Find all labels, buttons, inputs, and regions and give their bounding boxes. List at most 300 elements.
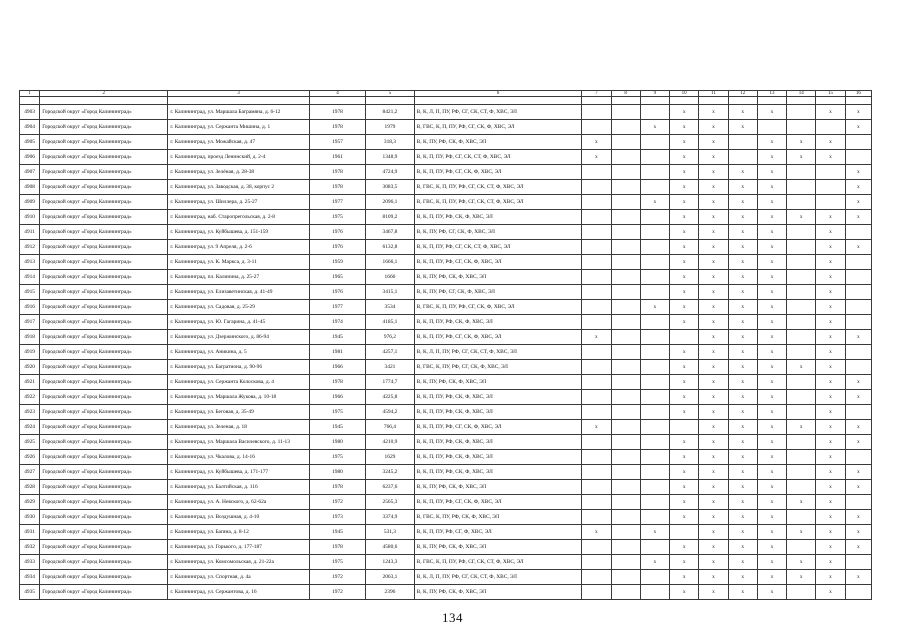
work-mark-cell: [611, 405, 640, 420]
table-row: [20, 270, 872, 285]
address-cell: г. Калининград, ул. Сержанта Мишина, д. 1: [168, 120, 309, 135]
work-mark-cell: [582, 165, 611, 180]
work-mark-cell: x: [640, 120, 669, 135]
table-row: [20, 570, 872, 585]
work-mark-cell: [640, 105, 669, 120]
works-cell: В, К, ПУ, РФ, СГ, СК, Ф, ХВС, ЭЛ: [414, 285, 582, 300]
area-cell: 3421: [366, 360, 414, 375]
work-mark-cell: x: [816, 420, 845, 435]
year-cell: 1978: [309, 120, 366, 135]
work-mark-cell: x: [757, 420, 786, 435]
work-mark-cell: [845, 270, 871, 285]
work-mark-cell: [582, 285, 611, 300]
work-mark-cell: [582, 360, 611, 375]
work-mark-cell: x: [728, 540, 757, 555]
work-mark-cell: x: [845, 120, 871, 135]
works-cell: В, К, П, ПУ, РФ, СК, Ф, ХВС, ЭЛ: [414, 450, 582, 465]
work-mark-cell: x: [699, 180, 728, 195]
work-mark-cell: x: [670, 150, 699, 165]
work-mark-cell: [611, 345, 640, 360]
year-cell: 1972: [309, 570, 366, 585]
work-mark-cell: x: [816, 240, 845, 255]
work-mark-cell: x: [787, 570, 816, 585]
area-cell: 1243,3: [366, 555, 414, 570]
area-cell: 4257,1: [366, 345, 414, 360]
address-cell: г. Калининград, ул. Маршала Василевского, д. 11-13: [168, 435, 309, 450]
table-row: [20, 165, 872, 180]
work-mark-cell: [640, 510, 669, 525]
address-cell: г. Калининград, ул. Шиллера, д. 25-27: [168, 195, 309, 210]
work-mark-cell: x: [699, 225, 728, 240]
work-mark-cell: x: [728, 495, 757, 510]
year-cell: 1976: [309, 240, 366, 255]
work-mark-cell: x: [845, 540, 871, 555]
work-mark-cell: x: [670, 135, 699, 150]
work-mark-cell: x: [670, 195, 699, 210]
table-row: [20, 480, 872, 495]
works-cell: В, К, П, ПУ, РФ, СК, Ф, ХВС, ЭЛ: [414, 315, 582, 330]
work-mark-cell: x: [670, 495, 699, 510]
year-cell: 1977: [309, 195, 366, 210]
work-mark-cell: [845, 285, 871, 300]
work-mark-cell: [816, 180, 845, 195]
works-cell: В, К, ПУ, РФ, СК, Ф, ХВС, ЭЛ: [414, 135, 582, 150]
col-header: 8: [611, 91, 640, 97]
work-mark-cell: x: [757, 195, 786, 210]
work-mark-cell: [787, 510, 816, 525]
table-row: [20, 405, 872, 420]
area-cell: 1348,9: [366, 150, 414, 165]
row-number: 4918: [20, 330, 40, 345]
table-row: [20, 525, 872, 540]
area-cell: 531,3: [366, 525, 414, 540]
work-mark-cell: x: [699, 105, 728, 120]
works-cell: В, К, ПУ, РФ, СГ, СК, Ф, ХВС, ЭЛ: [414, 225, 582, 240]
row-number: 4914: [20, 270, 40, 285]
district-cell: Городской округ «Город Калининград»: [40, 210, 168, 225]
table-row: [20, 120, 872, 135]
work-mark-cell: [640, 420, 669, 435]
work-mark-cell: [582, 585, 611, 600]
work-mark-cell: x: [728, 450, 757, 465]
work-mark-cell: [640, 240, 669, 255]
work-mark-cell: x: [845, 435, 871, 450]
work-mark-cell: x: [728, 255, 757, 270]
work-mark-cell: x: [787, 135, 816, 150]
col-header: 2: [40, 91, 168, 97]
work-mark-cell: x: [787, 525, 816, 540]
work-mark-cell: [611, 285, 640, 300]
work-mark-cell: x: [699, 165, 728, 180]
work-mark-cell: x: [816, 585, 845, 600]
work-mark-cell: x: [757, 255, 786, 270]
district-cell: Городской округ «Город Калининград»: [40, 525, 168, 540]
address-cell: г. Калининград, ул. Комсомольская, д. 21-22а: [168, 555, 309, 570]
work-mark-cell: x: [670, 390, 699, 405]
row-number: 4926: [20, 450, 40, 465]
work-mark-cell: x: [845, 510, 871, 525]
work-mark-cell: [611, 465, 640, 480]
row-number: 4906: [20, 150, 40, 165]
year-cell: 1978: [309, 375, 366, 390]
work-mark-cell: x: [816, 330, 845, 345]
work-mark-cell: [845, 135, 871, 150]
work-mark-cell: x: [816, 315, 845, 330]
address-cell: г. Калининград, ул. Горького, д. 177-187: [168, 540, 309, 555]
year-cell: 1972: [309, 495, 366, 510]
year-cell: 1978: [309, 180, 366, 195]
work-mark-cell: [787, 285, 816, 300]
work-mark-cell: x: [699, 390, 728, 405]
work-mark-cell: [582, 180, 611, 195]
works-cell: В, К, П, ПУ, РФ, СГ, СК, СТ, Ф, ХВС, ЭЛ: [414, 150, 582, 165]
row-number: 4927: [20, 465, 40, 480]
work-mark-cell: [787, 195, 816, 210]
work-mark-cell: [787, 390, 816, 405]
work-mark-cell: x: [757, 390, 786, 405]
work-mark-cell: [640, 165, 669, 180]
area-cell: 4594,2: [366, 405, 414, 420]
work-mark-cell: x: [670, 315, 699, 330]
table-row: [20, 360, 872, 375]
works-cell: В, ГВС, К, П, ПУ, РФ, СГ, СК, СТ, Ф, ХВС, ЭЛ: [414, 180, 582, 195]
table-row: [20, 510, 872, 525]
work-mark-cell: [845, 225, 871, 240]
work-mark-cell: [787, 120, 816, 135]
works-cell: В, К, П, ПУ, РФ, СГ, СК, СТ, Ф, ХВС, ЭЛ: [414, 240, 582, 255]
work-mark-cell: x: [699, 150, 728, 165]
year-cell: 1975: [309, 210, 366, 225]
col-header: 12: [728, 91, 757, 97]
work-mark-cell: x: [816, 450, 845, 465]
work-mark-cell: x: [728, 300, 757, 315]
col-header: 11: [699, 91, 728, 97]
work-mark-cell: [845, 555, 871, 570]
work-mark-cell: [582, 345, 611, 360]
work-mark-cell: x: [757, 345, 786, 360]
work-mark-cell: x: [728, 120, 757, 135]
work-mark-cell: x: [816, 555, 845, 570]
work-mark-cell: x: [816, 465, 845, 480]
works-cell: В, К, Л, П, ПУ, РФ, СГ, СК, СТ, Ф, ХВС, ЭЛ: [414, 105, 582, 120]
district-cell: Городской округ «Город Калининград»: [40, 225, 168, 240]
row-number: 4911: [20, 225, 40, 240]
work-mark-cell: x: [816, 150, 845, 165]
work-mark-cell: [611, 510, 640, 525]
work-mark-cell: x: [728, 285, 757, 300]
work-mark-cell: [611, 165, 640, 180]
work-mark-cell: x: [845, 210, 871, 225]
work-mark-cell: x: [699, 585, 728, 600]
address-cell: г. Калининград, ул. Балтийская, д. 116: [168, 480, 309, 495]
work-mark-cell: x: [699, 450, 728, 465]
work-mark-cell: x: [757, 150, 786, 165]
work-mark-cell: [582, 195, 611, 210]
area-cell: 3415,1: [366, 285, 414, 300]
work-mark-cell: [787, 405, 816, 420]
table-row: [20, 285, 872, 300]
col-header: 7: [582, 91, 611, 97]
table-row: [20, 180, 872, 195]
row-number: 4935: [20, 585, 40, 600]
works-cell: В, К, ПУ, РФ, СК, Ф, ХВС, ЭЛ: [414, 480, 582, 495]
col-header: 10: [670, 91, 699, 97]
work-mark-cell: [640, 480, 669, 495]
row-number: 4908: [20, 180, 40, 195]
work-mark-cell: [640, 540, 669, 555]
work-mark-cell: x: [699, 345, 728, 360]
table-row: [20, 555, 872, 570]
works-cell: В, К, П, ПУ, РФ, СК, Ф, ХВС, ЭЛ: [414, 405, 582, 420]
row-number: 4924: [20, 420, 40, 435]
work-mark-cell: x: [787, 555, 816, 570]
work-mark-cell: x: [845, 375, 871, 390]
work-mark-cell: x: [816, 360, 845, 375]
work-mark-cell: x: [816, 570, 845, 585]
area-cell: 766,4: [366, 420, 414, 435]
year-cell: 1945: [309, 420, 366, 435]
address-cell: г. Калининград, ул. Спортная, д. 4а: [168, 570, 309, 585]
work-mark-cell: x: [816, 405, 845, 420]
address-cell: г. Калининград, ул. Садовая, д. 25-29: [168, 300, 309, 315]
year-cell: 1974: [309, 315, 366, 330]
work-mark-cell: [611, 225, 640, 240]
work-mark-cell: x: [728, 330, 757, 345]
work-mark-cell: [582, 270, 611, 285]
work-mark-cell: [670, 525, 699, 540]
works-cell: В, К, Л, П, ПУ, РФ, СГ, СК, СТ, Ф, ХВС, ЭЛ: [414, 345, 582, 360]
work-mark-cell: [611, 105, 640, 120]
work-mark-cell: [582, 375, 611, 390]
work-mark-cell: x: [816, 345, 845, 360]
row-number: 4907: [20, 165, 40, 180]
area-cell: 8421,2: [366, 105, 414, 120]
work-mark-cell: x: [757, 480, 786, 495]
area-cell: 8109,2: [366, 210, 414, 225]
work-mark-cell: x: [640, 300, 669, 315]
district-cell: Городской округ «Город Калининград»: [40, 360, 168, 375]
work-mark-cell: [816, 120, 845, 135]
work-mark-cell: x: [728, 105, 757, 120]
work-mark-cell: [582, 495, 611, 510]
address-cell: г. Калининград, ул. 9 Апреля, д. 2-6: [168, 240, 309, 255]
table-row: [20, 435, 872, 450]
work-mark-cell: [787, 105, 816, 120]
row-number: 4921: [20, 375, 40, 390]
work-mark-cell: x: [699, 120, 728, 135]
work-mark-cell: x: [699, 255, 728, 270]
table-row: [20, 150, 872, 165]
work-mark-cell: x: [699, 495, 728, 510]
district-cell: Городской округ «Город Калининград»: [40, 285, 168, 300]
work-mark-cell: [611, 585, 640, 600]
works-cell: В, ГВС, К, П, ПУ, РФ, СГ, СК, Ф, ХВС, ЭЛ: [414, 300, 582, 315]
area-cell: 6237,6: [366, 480, 414, 495]
work-mark-cell: [757, 120, 786, 135]
table-row: [20, 105, 872, 120]
work-mark-cell: x: [670, 435, 699, 450]
work-mark-cell: [582, 255, 611, 270]
district-cell: Городской округ «Город Калининград»: [40, 585, 168, 600]
work-mark-cell: x: [699, 330, 728, 345]
work-mark-cell: x: [757, 405, 786, 420]
work-mark-cell: [845, 585, 871, 600]
row-number: 4917: [20, 315, 40, 330]
work-mark-cell: x: [816, 480, 845, 495]
address-cell: г. Калининград, ул. Сержантова, д. 16: [168, 585, 309, 600]
work-mark-cell: x: [582, 525, 611, 540]
table-row: [20, 300, 872, 315]
work-mark-cell: [787, 270, 816, 285]
year-cell: 1980: [309, 465, 366, 480]
work-mark-cell: x: [845, 480, 871, 495]
area-cell: 1666: [366, 270, 414, 285]
area-cell: 6132,8: [366, 240, 414, 255]
address-cell: г. Калининград, ул. Сержанта Колоскова, д. 4: [168, 375, 309, 390]
area-cell: 2063,1: [366, 570, 414, 585]
work-mark-cell: x: [816, 435, 845, 450]
work-mark-cell: x: [816, 225, 845, 240]
work-mark-cell: x: [816, 510, 845, 525]
work-mark-cell: x: [728, 225, 757, 240]
work-mark-cell: x: [582, 330, 611, 345]
row-number: 4925: [20, 435, 40, 450]
work-mark-cell: x: [757, 315, 786, 330]
work-mark-cell: x: [670, 240, 699, 255]
work-mark-cell: [611, 330, 640, 345]
work-mark-cell: [582, 570, 611, 585]
work-mark-cell: x: [845, 525, 871, 540]
work-mark-cell: [845, 255, 871, 270]
work-mark-cell: [611, 390, 640, 405]
col-header: 6: [414, 91, 582, 97]
address-cell: г. Калининград, ул. Багратиона, д. 90-96: [168, 360, 309, 375]
work-mark-cell: x: [728, 165, 757, 180]
work-mark-cell: x: [816, 285, 845, 300]
work-mark-cell: x: [670, 255, 699, 270]
work-mark-cell: x: [670, 270, 699, 285]
work-mark-cell: [582, 510, 611, 525]
district-cell: Городской округ «Город Калининград»: [40, 240, 168, 255]
work-mark-cell: [670, 330, 699, 345]
work-mark-cell: [787, 540, 816, 555]
area-cell: 1979: [366, 120, 414, 135]
table-row: [20, 465, 872, 480]
district-cell: Городской округ «Город Калининград»: [40, 180, 168, 195]
district-cell: Городской округ «Город Калининград»: [40, 555, 168, 570]
work-mark-cell: [611, 555, 640, 570]
row-number: 4905: [20, 135, 40, 150]
year-cell: 1978: [309, 480, 366, 495]
year-cell: 1976: [309, 225, 366, 240]
address-cell: г. Калининград, ул. Чкалова, д. 14-16: [168, 450, 309, 465]
work-mark-cell: [640, 405, 669, 420]
work-mark-cell: [787, 165, 816, 180]
work-mark-cell: x: [670, 345, 699, 360]
work-mark-cell: x: [728, 465, 757, 480]
work-mark-cell: x: [757, 360, 786, 375]
address-cell: г. Калининград, пл. Калинина, д. 25-27: [168, 270, 309, 285]
year-cell: 1972: [309, 585, 366, 600]
work-mark-cell: x: [699, 525, 728, 540]
work-mark-cell: x: [816, 390, 845, 405]
table-row: [20, 390, 872, 405]
table-row: [20, 495, 872, 510]
address-cell: г. Калининград, ул. Заводская, д. 38, корпус 2: [168, 180, 309, 195]
address-cell: г. Калининград, ул. Маршала Баграмяна, д. 6-12: [168, 105, 309, 120]
work-mark-cell: [640, 465, 669, 480]
work-mark-cell: x: [845, 240, 871, 255]
area-cell: 2096,1: [366, 195, 414, 210]
work-mark-cell: x: [728, 555, 757, 570]
address-cell: г. Калининград, ул. Куйбышева, д. 171-177: [168, 465, 309, 480]
district-cell: Городской округ «Город Калининград»: [40, 300, 168, 315]
work-mark-cell: x: [582, 135, 611, 150]
address-cell: г. Калининград, ул. А. Невского, д. 62-62а: [168, 495, 309, 510]
work-mark-cell: x: [757, 180, 786, 195]
year-cell: 1966: [309, 360, 366, 375]
work-mark-cell: x: [728, 375, 757, 390]
table-row: [20, 240, 872, 255]
district-cell: Городской округ «Город Калининград»: [40, 495, 168, 510]
work-mark-cell: x: [845, 105, 871, 120]
work-mark-cell: [640, 570, 669, 585]
works-cell: В, К, ПУ, РФ, СК, Ф, ХВС, ЭЛ: [414, 270, 582, 285]
row-number: 4934: [20, 570, 40, 585]
work-mark-cell: x: [699, 420, 728, 435]
table-row: [20, 210, 872, 225]
row-number: 4928: [20, 480, 40, 495]
work-mark-cell: [640, 330, 669, 345]
work-mark-cell: x: [670, 180, 699, 195]
address-cell: г. Калининград, ул. Зелёная, д. 28-38: [168, 165, 309, 180]
work-mark-cell: x: [728, 525, 757, 540]
work-mark-cell: x: [757, 495, 786, 510]
work-mark-cell: [787, 465, 816, 480]
works-cell: В, ГВС, К, П, ПУ, РФ, СГ, СК, СТ, Ф, ХВС, ЭЛ: [414, 555, 582, 570]
row-number: 4909: [20, 195, 40, 210]
work-mark-cell: [640, 375, 669, 390]
work-mark-cell: [582, 105, 611, 120]
col-header: 1: [20, 91, 40, 97]
district-cell: Городской округ «Город Калининград»: [40, 570, 168, 585]
work-mark-cell: [816, 165, 845, 180]
table-row: [20, 135, 872, 150]
work-mark-cell: [611, 195, 640, 210]
table-row: [20, 255, 872, 270]
area-cell: 3374,9: [366, 510, 414, 525]
table-row: [20, 330, 872, 345]
work-mark-cell: [787, 585, 816, 600]
year-cell: 1959: [309, 255, 366, 270]
row-number: 4916: [20, 300, 40, 315]
address-cell: г. Калининград, наб. Старопрегольская, д. 2-8: [168, 210, 309, 225]
table-row: [20, 315, 872, 330]
work-mark-cell: x: [699, 375, 728, 390]
work-mark-cell: [611, 420, 640, 435]
work-mark-cell: x: [699, 285, 728, 300]
address-cell: г. Калининград, ул. Куйбышева, д. 151-159: [168, 225, 309, 240]
area-cell: 4580,6: [366, 540, 414, 555]
year-cell: 1976: [309, 285, 366, 300]
district-cell: Городской округ «Город Калининград»: [40, 120, 168, 135]
work-mark-cell: [582, 480, 611, 495]
work-mark-cell: x: [728, 360, 757, 375]
district-cell: Городской округ «Город Калининград»: [40, 165, 168, 180]
work-mark-cell: x: [699, 480, 728, 495]
work-mark-cell: x: [670, 480, 699, 495]
district-cell: Городской округ «Город Калининград»: [40, 420, 168, 435]
